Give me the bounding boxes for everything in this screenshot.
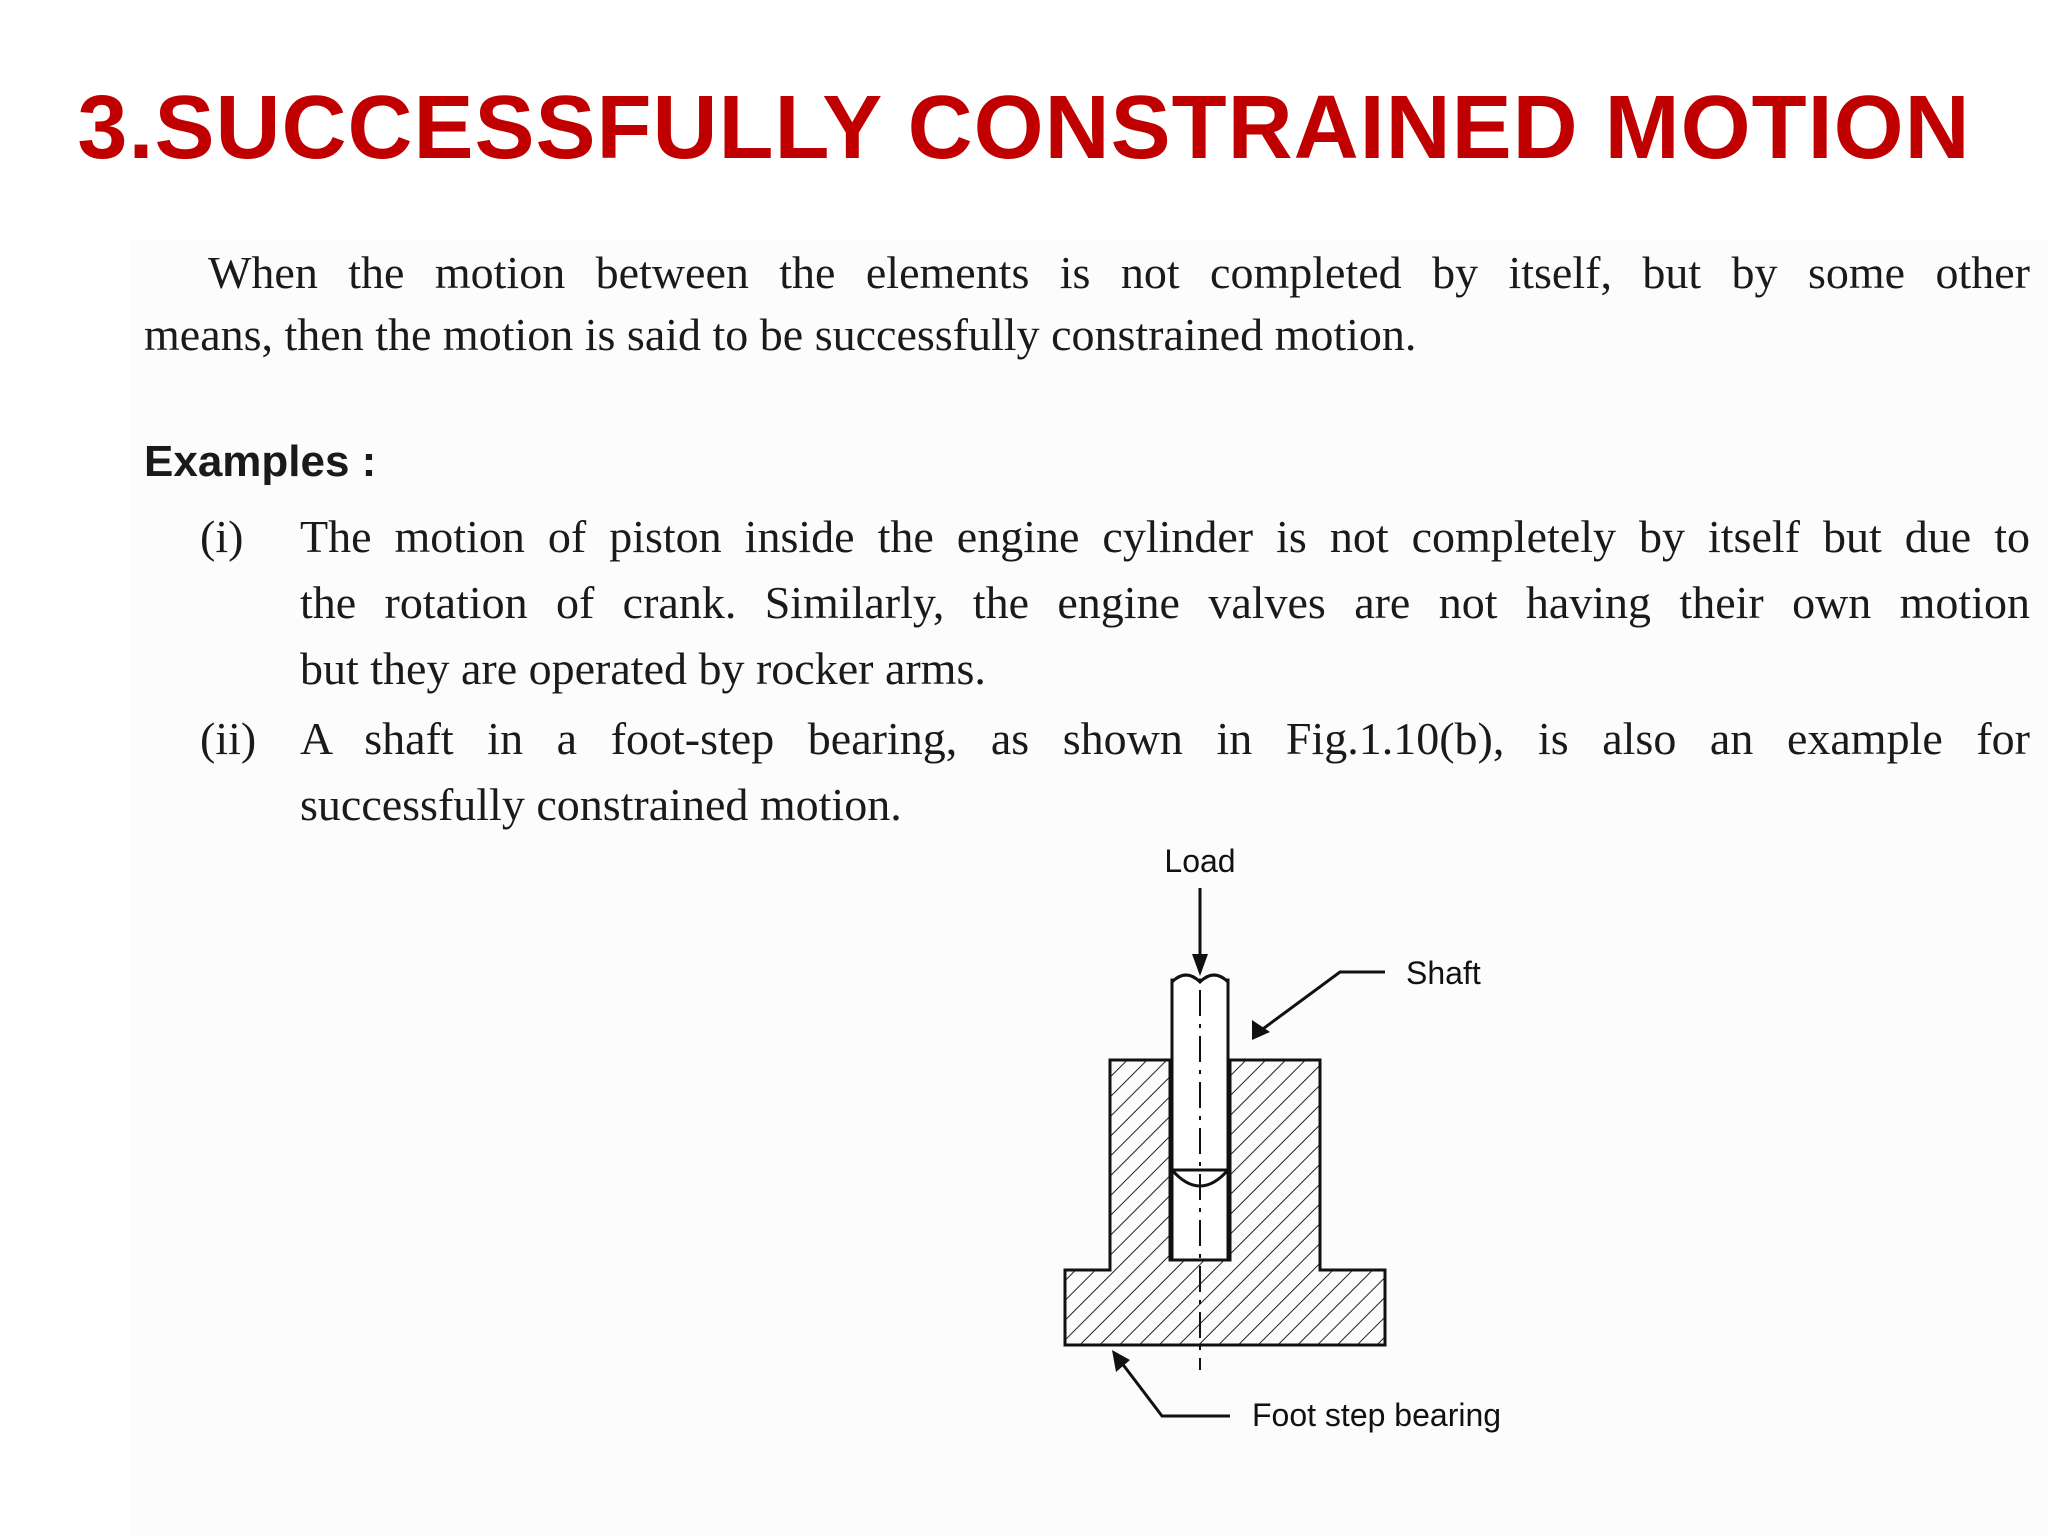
- foot-step-bearing-diagram: [1020, 830, 1640, 1450]
- shaft-leader-arrow-icon: [1252, 972, 1385, 1040]
- example-1-line-2: the rotation of crank. Similarly, the engine valves are not having their own motion: [300, 577, 2030, 628]
- bearing-leader-arrow-icon: [1112, 1350, 1230, 1416]
- load-label: Load: [1164, 843, 1236, 879]
- example-2-marker: (ii): [200, 713, 257, 764]
- bearing-label: Foot step bearing: [1252, 1397, 1502, 1433]
- slide-title: 3.SUCCESSFULLY CONSTRAINED MOTION: [77, 78, 1971, 178]
- definition-line-1: When the motion between the elements is not completed by itself, but by some other: [208, 247, 2030, 298]
- example-1-line-3: but they are operated by rocker arms.: [300, 643, 986, 694]
- example-2-line-2: successfully constrained motion.: [300, 779, 902, 830]
- load-arrow-icon: [1192, 888, 1208, 976]
- definition-line-2: means, then the motion is said to be successfully constrained motion.: [144, 309, 1417, 360]
- shaft-label: Shaft: [1406, 955, 1481, 991]
- example-1-marker: (i): [200, 511, 244, 562]
- example-1-line-1: The motion of piston inside the engine cylinder is not completely by itself but due to: [300, 511, 2030, 562]
- examples-heading: Examples :: [144, 437, 377, 486]
- example-2-line-1: A shaft in a foot-step bearing, as shown in Fig.1.10(b), is also an example for: [300, 713, 2030, 764]
